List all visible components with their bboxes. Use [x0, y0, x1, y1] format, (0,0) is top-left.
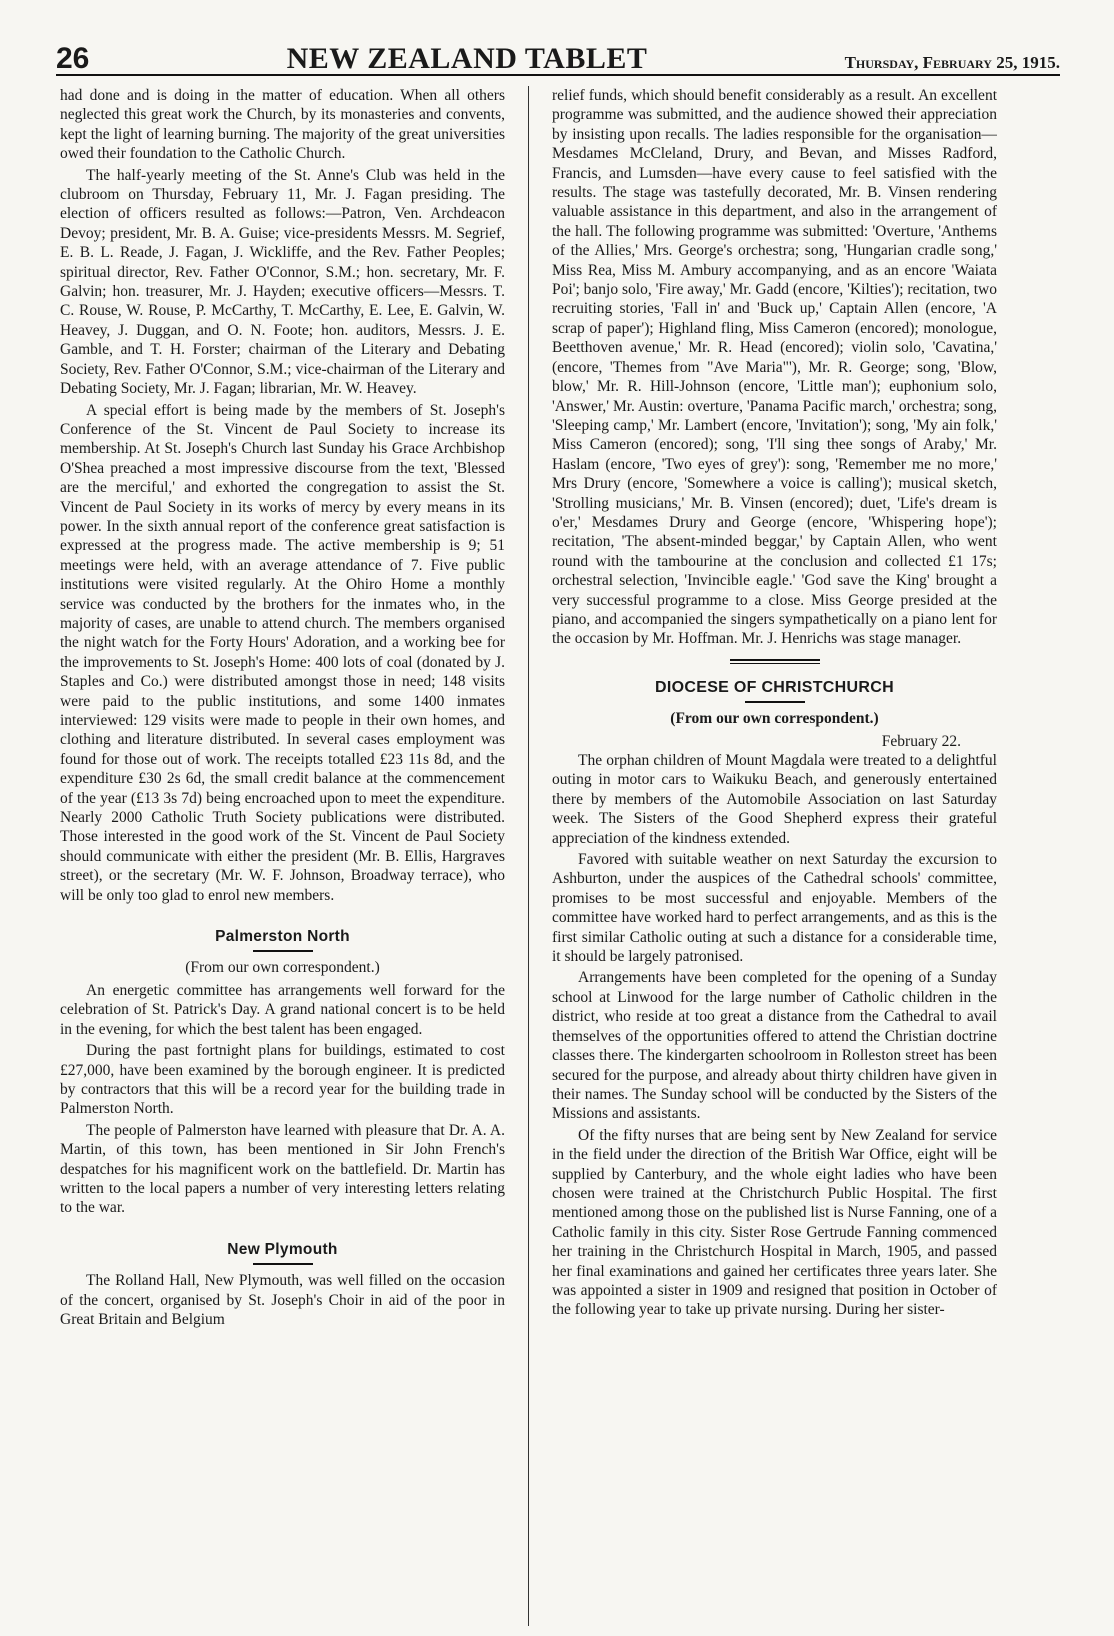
- paper-title: NEW ZEALAND TABLET: [286, 42, 648, 75]
- spacer: [60, 907, 505, 919]
- heading-rule: [253, 1263, 313, 1265]
- dateline: February 22.: [881, 732, 961, 750]
- heading-rule: [253, 950, 313, 952]
- heading-rule: [745, 701, 805, 703]
- issue-date: Thursday, February 25, 1915.: [844, 53, 1060, 72]
- column-divider: [528, 86, 529, 1626]
- masthead: [56, 36, 1060, 76]
- article-paragraph: had done and is doing in the matter of education. When all others neglected this great work the Church, by its monasteries and convents, kept the light of learning burning. The majority of the great universities owed their foundation to the Catholic Church.: [60, 87, 505, 163]
- section-heading-diocese-christchurch: DIOCESE OF CHRISTCHURCH: [655, 678, 894, 696]
- article-paragraph: During the past fortnight plans for buildings, estimated to cost £27,000, have been examined by the borough engineer. It is predicted by contractors that this will be a record year for the building trade in Palmerston North.: [60, 1042, 505, 1118]
- article-paragraph: Favored with suitable weather on next Saturday the excursion to Ashburton, under the auspices of the Cathedral schools' committee, promises to be most successful and enjoyable. Members of the committee have worked hard to perfect arrangements, and as this is the first similar Catholic outing at such a distance for a considerable time, it should be largely patronised.: [552, 851, 997, 966]
- left-column: [60, 86, 505, 1626]
- article-paragraph: The Rolland Hall, New Plymouth, was well filled on the occasion of the concert, organised by St. Joseph's Choir in aid of the poor in Great Britain and Belgium: [60, 1272, 505, 1328]
- correspondent-line: (From our own correspondent.): [185, 959, 380, 977]
- article-paragraph: relief funds, which should benefit considerably as a result. An excellent programme was submitted, and the audience showed their appreciation by insisting upon recalls. The ladies responsible for the organisation—Mesdames McCleland, Drury, and Bevan, and Misses Radford, Francis, and Lumsden—have every cause to feel satisfied with the results. The stage was tastefully decorated, Mr. B. Vinsen rendering valuable assistance in this department, and also in the arrangement of the hall. The following programme was submitted: 'Overture, 'Anthems of the Allies,' Mrs. George's orchestra; song, 'Hungarian cradle song,' Miss Rea, Miss M. Ambury accompanying, and as an encore 'Waiata Poi'; banjo solo, 'Fire away,' Mr. Gadd (encore, 'Kilties'); recitation, two recruiting stories, 'Fall in' and 'Buck up,' Captain Allen (encore, 'A scrap of paper'); Highland fling, Miss Cameron (encored); monologue, Beetthoven avenue,' Mr. R. Head (encored); violin solo, 'Cavatina,' (encore, 'Themes from "Ave Maria"'), Mr. R. George; song, 'Blow, blow,' Mr. R. Hill-Johnson (encore, 'Little man'); euphonium solo, 'Answer,' Mr. Austin: overture, 'Panama Pacific march,' orchestra; song, 'Sleeping camp,' Mr. Lambert (encore, 'Invitation'); song, 'My ain folk,' Miss Cameron (encored); song, 'I'll sing thee songs of Araby,' Mr. Haslam (encore, 'Two eyes of grey'): song, 'Remember me no more,' Mrs Drury (encore, 'Somewhere a voice is calling'); musical sketch, 'Strolling musicians,' Mr. B. Vinsen (encored); duet, 'Life's dream is o'er,' Mesdames Drury and George (encore, 'Whispering hope'); recitation, 'The absent-minded beggar,' by Captain Allen, who went round with the tambourine at the conclusion and collected £1 17s; orchestral selection, 'Invincible eagle.' 'God save the King' brought a very successful programme to a close. Miss George presided at the piano, and accompanied the singers sympathetically on a piano lent for the occasion by Mr. Hoffman. Mr. J. Henrichs was stage manager.: [552, 87, 997, 648]
- article-paragraph: Arrangements have been completed for the opening of a Sunday school at Linwood for the large number of Catholic children in the district, who reside at too great a distance from the Cathedral to avail themselves of the opportunities offered to attend the Christian doctrine classes there. The kindergarten schoolroom in Rolleston street has been secured for the purpose, and already about thirty children have given in their names. The Sunday school will be conducted by the Sisters of the Missions and assistants.: [552, 969, 997, 1123]
- section-heading-new-plymouth: New Plymouth: [227, 1240, 338, 1258]
- article-paragraph: The orphan children of Mount Magdala were treated to a delightful outing in motor cars to Waikuku Beach, and generously entertained there by members of the Automobile Association on last Saturday week. The Sisters of the Good Shepherd express their grateful appreciation of the kindness extended.: [552, 752, 997, 847]
- right-column: [552, 86, 997, 1626]
- article-paragraph: An energetic committee has arrangements well forward for the celebration of St. Patrick's Day. A grand national concert is to be held in the evening, for which the best talent has been engaged.: [60, 981, 505, 1038]
- spacer: [60, 1220, 505, 1232]
- article-paragraph: The people of Palmerston have learned with pleasure that Dr. A. A. Martin, of this town, has been mentioned in Sir John French's despatches for his magnificent work on the battlefield. Dr. Martin has written to the local papers a number of very interesting letters relating to the war.: [60, 1121, 505, 1217]
- section-divider: [730, 659, 820, 664]
- correspondent-line: (From our own correspondent.): [670, 710, 879, 728]
- article-paragraph: A special effort is being made by the members of St. Joseph's Conference of the St. Vincent de Paul Society to increase its membership. At St. Joseph's Church last Sunday his Grace Archbishop O'Shea preached a most impressive discourse from the text, 'Blessed are the merciful,' and exhorted the congregation to assist the St. Vincent de Paul Society in its works of mercy by every means in its power. In the sixth annual report of the conference great satisfaction is expressed at the progress made. The active membership is 9; 51 meetings were held, with an average attendance of 7. Five public institutions were visited regularly. At the Ohiro Home a monthly service was conducted by the brothers for the inmates who, in the majority of cases, are unable to attend church. The members organised the night watch for the Forty Hours' Adoration, and a working bee for the improvements to St. Joseph's Home: 400 lots of coal (donated by J. Staples and Co.) were distributed amongst those in need; 148 visits were paid to the public institutions, and some 1400 inmates interviewed: 129 visits were made to people in their own homes, and clothing and literature distributed. In several cases employment was found for those out of work. The receipts totalled £23 11s 8d, and the expenditure £30 2s 6d, the small credit balance at the commencement of the year (£13 3s 7d) being encroached upon to meet the expenditure. Nearly 2000 Catholic Truth Society publications were distributed. Those interested in the good work of the St. Vincent de Paul Society should communicate with either the president (Mr. B. Ellis, Hargraves street), or the secretary (Mr. W. F. Johnson, Broadway terrace), who will be only too glad to enrol new members.: [60, 401, 505, 904]
- page-number: 26: [56, 42, 90, 75]
- article-paragraph: Of the fifty nurses that are being sent by New Zealand for service in the field under the direction of the British War Office, eight will be supplied by Canterbury, and the whole eight ladies who have been chosen were trained at the Christchurch Public Hospital. The first mentioned among those on the published list is Nurse Fanning, one of a Catholic family in this city. Sister Rose Gertrude Fanning commenced her training in the Christchurch Hospital in March, 1905, and passed her final examinations and gained her certificates three years later. She was appointed a sister in 1909 and resigned that position in October of the following year to take up private nursing. During her sister-: [552, 1126, 997, 1319]
- section-heading-palmerston-north: Palmerston North: [215, 928, 350, 946]
- article-paragraph: The half-yearly meeting of the St. Anne's Club was held in the clubroom on Thursday, February 11, Mr. J. Fagan presiding. The election of officers resulted as follows:—Patron, Ven. Archdeacon Devoy; president, Mr. B. A. Guise; vice-presidents Messrs. M. Segrief, E. B. L. Reade, J. Fagan, J. Wickliffe, and the Rev. Father Peoples; spiritual director, Rev. Father O'Connor, S.M.; hon. secretary, Mr. F. Galvin; hon. treasurer, Mr. J. Hayden; executive officers—Messrs. T. C. Rouse, W. Rouse, P. McCarthy, T. McCarthy, E. Lee, E. Galvin, W. Heavey, J. Duggan, and O. N. Foote; hon. auditors, Messrs. J. E. Gamble, and T. H. Forster; chairman of the Literary and Debating Society, Rev. Father O'Connor, S.M.; vice-chairman of the Literary and Debating Society, Mr. J. Fagan; librarian, Mr. W. Heavey.: [60, 166, 505, 398]
